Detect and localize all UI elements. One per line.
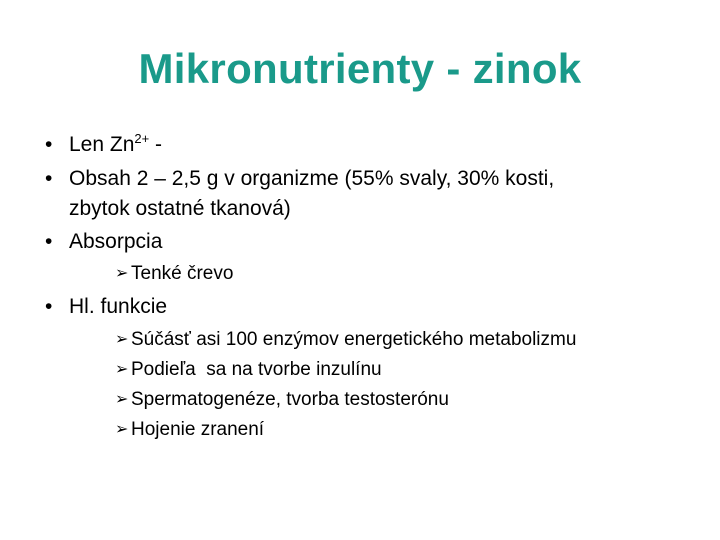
bullet-dot: • (45, 295, 53, 318)
bullet-text: Hl. funkcie (69, 295, 168, 318)
subbullet-text: Podieľa sa na tvorbe inzulínu (131, 359, 382, 380)
bullet-dot: • (45, 167, 53, 190)
subbullet-text: Hojenie zranení (131, 419, 265, 440)
subbullet-text: Súčásť asi 100 enzýmov energetického metabolizmu (131, 329, 577, 350)
bullet-text-line1: Obsah 2 – 2,5 g v organizme (55% svaly, 30% kosti, (69, 167, 555, 190)
arrow-bullet-icon: ➢ (115, 361, 129, 378)
bullet-text: Absorpcia (69, 230, 163, 253)
subbullet-funkcie-item (115, 358, 382, 382)
arrow-bullet-icon: ➢ (115, 265, 129, 282)
subbullet-funkcie-item (115, 418, 264, 442)
subbullet-absorpcia-item (115, 262, 233, 286)
subbullet-funkcie-item (115, 328, 576, 352)
subbullet-text: Spermatogenéze, tvorba testosterónu (131, 389, 449, 410)
bullet-dot: • (45, 133, 53, 156)
bullet-text-line2: zbytok ostatné tkanová) (69, 197, 291, 220)
subbullet-funkcie-item (115, 388, 449, 412)
slide-title: Mikronutrienty - zinok (138, 45, 582, 92)
arrow-bullet-icon: ➢ (115, 331, 129, 348)
bullet-dot: • (45, 230, 53, 253)
subbullet-text: Tenké črevo (131, 263, 234, 284)
arrow-bullet-icon: ➢ (115, 421, 129, 438)
charge-superscript: 2+ (134, 131, 150, 146)
bullet-text-suffix: - (149, 133, 163, 156)
bullet-text: Len Zn (69, 133, 135, 156)
arrow-bullet-icon: ➢ (115, 391, 129, 408)
